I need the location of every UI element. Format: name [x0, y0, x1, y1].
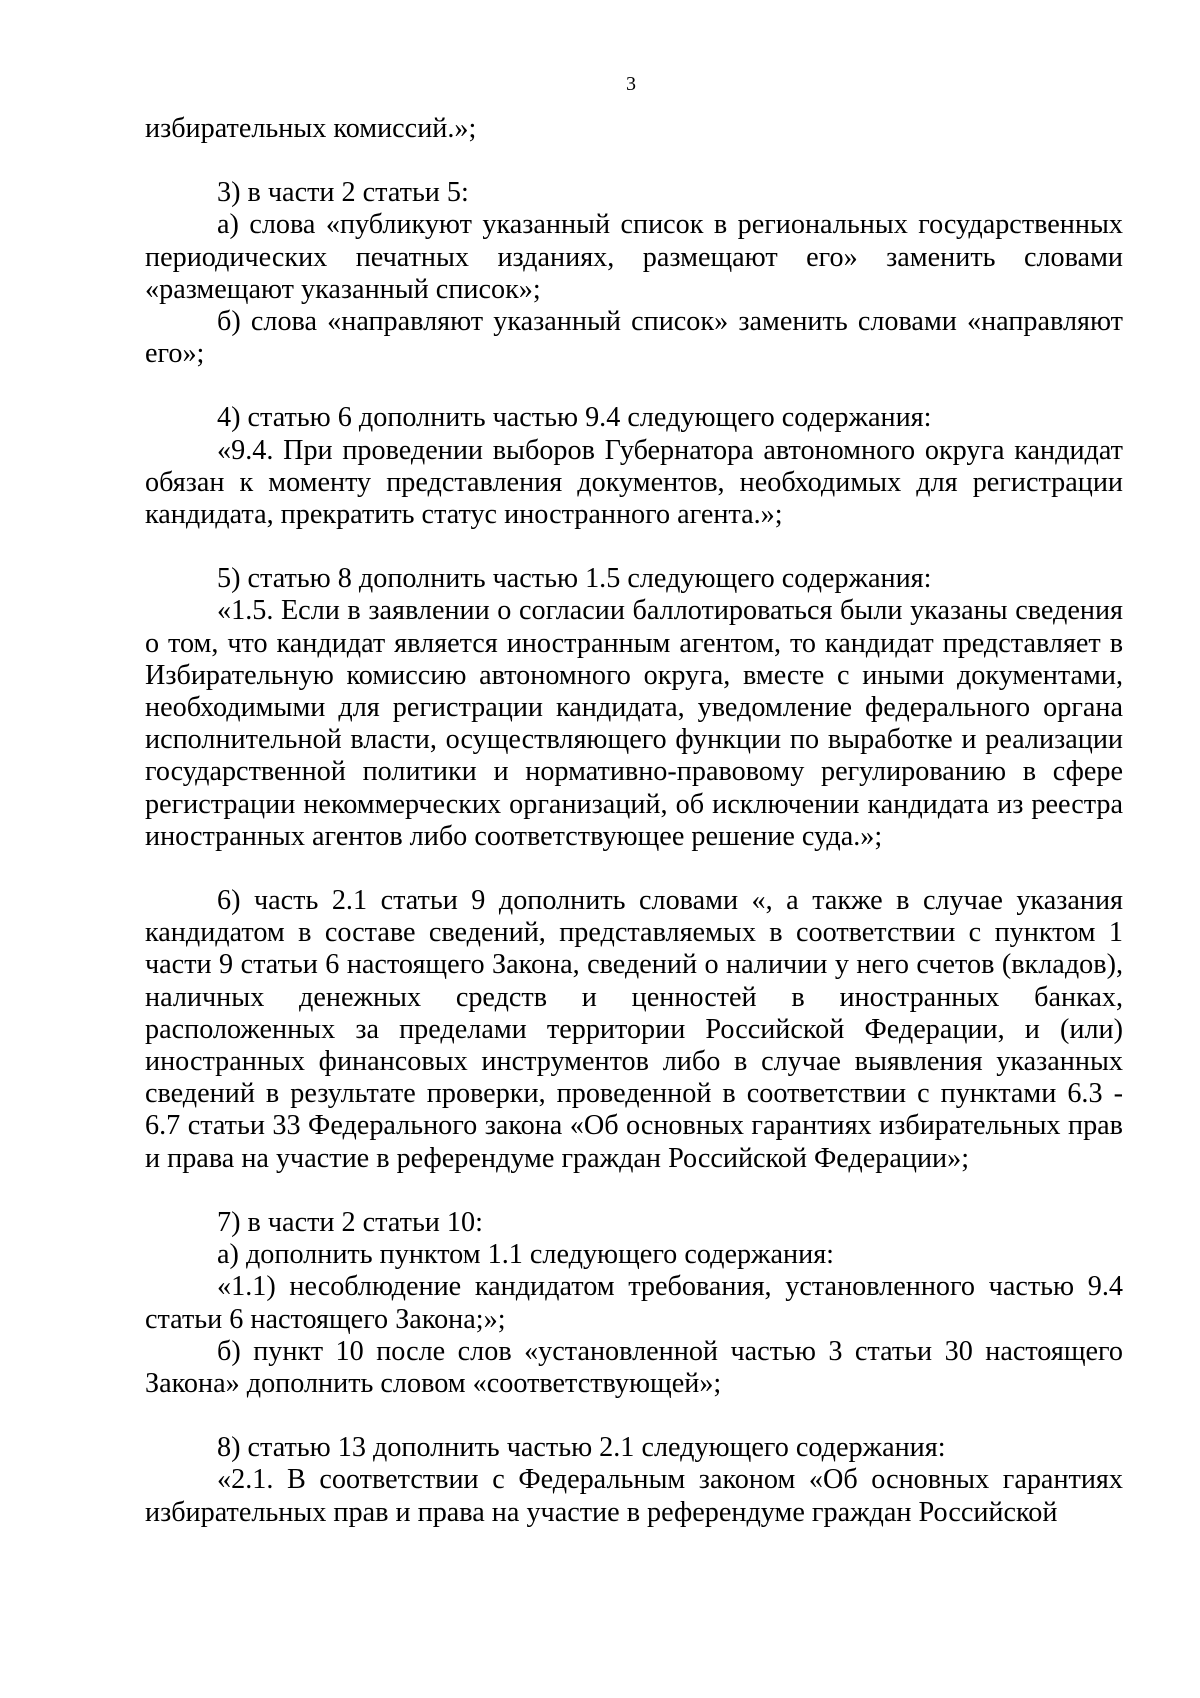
- paragraph-item-8: 8) статью 13 дополнить частью 2.1 следующего содержания:: [217, 1432, 946, 1464]
- paragraph-item-7: 7) в части 2 статьи 10:: [217, 1206, 483, 1238]
- paragraph-item-5: 5) статью 8 дополнить частью 1.5 следующего содержания:: [217, 563, 932, 595]
- document-body: [145, 113, 1123, 1529]
- paragraph-item-5-text: «1.5. Если в заявлении о согласии баллотироваться были указаны сведения о том, что кандидат является иностранным агентом, то кандидат представляет в Избирательную комиссию автономного округа, вместе с иными документами, необходимыми для регистрации кандидата, уведомление федерального органа исполнительной власти, осуществляющего функции по выработке и реализации государственной политики и нормативно-правовому регулированию в сфере регистрации некоммерческих организаций, об исключении кандидата из реестра иностранных агентов либо соответствующее решение суда.»;: [145, 595, 1123, 852]
- paragraph-item-3: 3) в части 2 статьи 5:: [217, 177, 469, 209]
- paragraph-item-4: 4) статью 6 дополнить частью 9.4 следующего содержания:: [217, 402, 932, 434]
- paragraph-continuation: избирательных комиссий.»;: [145, 113, 477, 144]
- paragraph-item-6: 6) часть 2.1 статьи 9 дополнить словами «, а также в случае указания кандидатом в составе сведений, представляемых в соответствии с пунктом 1 части 9 статьи 6 настоящего Закона, сведений о наличии у него счетов (вкладов), наличных денежных средств и ценностей в иностранных банках, расположенных за пределами территории Российской Федерации, и (или) иностранных финансовых инструментов либо в случае выявления указанных сведений в результате проверки, проведенной в соответствии с пунктами 6.3 - 6.7 статьи 33 Федерального закона «Об основных гарантиях избирательных прав и права на участие в референдуме граждан Российской Федерации»;: [145, 885, 1123, 1174]
- paragraph-item-7a-text: «1.1) несоблюдение кандидатом требования, установленного частью 9.4 статьи 6 настоящего Закона;»;: [145, 1271, 1123, 1335]
- paragraph-item-3a: а) слова «публикуют указанный список в региональных государственных периодических печатных изданиях, размещают его» заменить словами «размещают указанный список»;: [145, 209, 1123, 305]
- page-number: 3: [626, 73, 636, 95]
- paragraph-item-7a: а) дополнить пунктом 1.1 следующего содержания:: [217, 1239, 835, 1271]
- paragraph-item-3b: б) слова «направляют указанный список» заменить словами «направляют его»;: [145, 306, 1123, 370]
- paragraph-item-4-text: «9.4. При проведении выборов Губернатора автономного округа кандидат обязан к моменту представления документов, необходимых для регистрации кандидата, прекратить статус иностранного агента.»;: [145, 434, 1123, 531]
- paragraph-item-7b: б) пункт 10 после слов «установленной частью 3 статьи 30 настоящего Закона» дополнить словом «соответствующей»;: [145, 1335, 1123, 1399]
- paragraph-item-8-text: «2.1. В соответствии с Федеральным законом «Об основных гарантиях избирательных прав и права на участие в референдуме граждан Российской: [145, 1464, 1123, 1528]
